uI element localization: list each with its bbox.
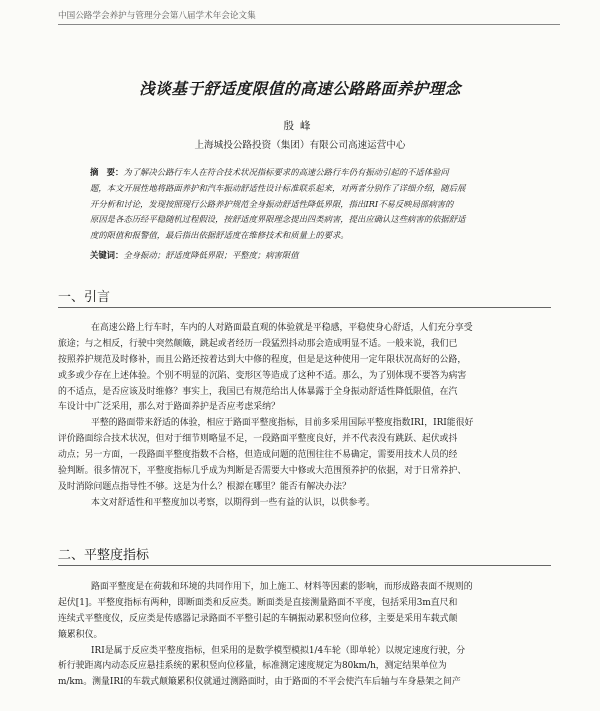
abstract-text: 原因是各态历经平稳随机过程假设，按舒适度界限理念提出四类病害，提出应确认这些病害的依据舒适: [90, 214, 466, 225]
abstract-text: 开分析和讨论，发现按照现行公路养护规范全身振动舒适性降低界限，指出IRI不易反映局部病害的: [90, 198, 454, 209]
abstract-line: [90, 212, 552, 228]
paragraph-line: 及时消除问题点指导性不够。这是为什么？根源在哪里？能否有解决办法？: [58, 481, 351, 492]
section-body-roughness: [58, 580, 560, 691]
paragraph-line: 车设计中广泛采用，那么对于路面养护是否应考虑采纳？: [58, 402, 280, 413]
paragraph-line: 在高速公路上行车时，车内的人对路面最直观的体验就是平稳感，平稳使身心舒适，人们充分享受: [91, 323, 473, 333]
author-name: 殷峰: [283, 120, 317, 132]
paragraph-line: IRI是属于反应类平整度指标，但采用的是数学模型模拟1/4车轮（即单轮）以规定速度行驶，分: [91, 645, 466, 656]
section-rule-intro: [58, 307, 551, 308]
paragraph-line: 路面平整度是在荷载和环境的共同作用下，加上施工、材料等因素的影响，而形成路表面不规则的: [91, 582, 473, 592]
section-heading-roughness: 二、平整度指标: [58, 548, 150, 563]
section-rule-roughness: [58, 565, 551, 566]
paragraph-line: 或多或少存在上述体验。个别不明显的沉陷、变形区等造成了这种不适。那么，为了别体现不要答为病害: [58, 370, 467, 381]
section-heading-intro: 一、引言: [58, 290, 111, 305]
running-head: 中国公路学会养护与管理分会第八届学术年会论文集: [58, 11, 256, 21]
paragraph-line: 按照养护规范及时修补，而且公路还按着达到大中修的程度，但是是这种使用一定年限状况高好的公路，: [58, 354, 467, 365]
keywords-text: 全身振动；舒适度降低界限；平整度；病害限值: [123, 250, 299, 260]
paragraph-line: m/km。测量IRI的车载式颠簸累积仪就通过测路面时，由于路面的不平会使汽车后轴与车身悬架之间产: [58, 677, 461, 688]
header-rule: [58, 24, 560, 25]
keywords-label: 关键词：: [90, 250, 124, 260]
author-affiliation: 上海城投公路投资（集团）有限公司高速运营中心: [194, 140, 406, 151]
paragraph-line: 评价路面综合技术状况，但对于细节则略显不足，一段路面平整度良好，并不代表没有跳跃、起伏或抖: [58, 434, 458, 445]
paragraph-line: 的不适点，是否应该及时维修？事实上，我国已有规范给出人体暴露于全身振动舒适性降低限值，在汽: [58, 386, 458, 397]
keywords: [90, 249, 552, 261]
abstract-line: [90, 228, 552, 244]
paragraph-line: 动点；另一方面，一段路面平整度指数不合格，但造成问题的范围往往不易确定，需要用技术人员的经: [58, 450, 458, 461]
paragraph-line: 簸累积仪。: [58, 629, 103, 640]
paragraph-line: 起伏[1]。平整度指标有两种，即断面类和反应类。断面类是直接测量路面不平度，包括采用3m直尺和: [58, 597, 458, 608]
abstract-text: 为了解决公路行车人在符合技术状况指标要求的高速公路行车仍有振动引起的不适体验问: [123, 167, 449, 177]
abstract-line: [90, 165, 552, 181]
paragraph-line: 平整的路面带来舒适的体验，相应于路面平整度指标，目前多采用国际平整度指数IRI，IRI能很好: [91, 418, 474, 429]
abstract-label: 摘 要：: [90, 167, 124, 177]
paragraph-line: 旅途；与之相反，行驶中突然颠簸，跳起或者经历一段猛烈抖动那会造成明显不适。一般来说，我们已: [58, 338, 458, 349]
abstract-line: [90, 181, 552, 197]
section-body-intro: [58, 321, 560, 512]
abstract-line: [90, 197, 552, 213]
abstract: [90, 165, 552, 244]
paragraph-line: 本文对舒适性和平整度加以考察，以期得到一些有益的认识，以供参考。: [91, 497, 375, 508]
abstract-text: 题，本文开展性地将路面养护和汽车振动舒适性设计标准联系起来，对两者分别作了详细介绍，随后展: [90, 182, 466, 193]
abstract-text: 度的限值和报警值，最后指出依据舒适度在维修技术和质量上的要求。: [90, 230, 349, 241]
paragraph-line: 验判断。很多情况下，平整度指标几乎成为判断是否需要大中修或大范围预养护的依据，对于日常养护、: [58, 466, 467, 477]
paper-title: 浅谈基于舒适度限值的高速公路路面养护理念: [139, 80, 461, 98]
paragraph-line: 连续式平整度仪，反应类是传感器记录路面不平整引起的车辆振动累积竖向位移，主要是采用车载式颠: [58, 613, 458, 624]
paragraph-line: 析行驶距离内动态反应悬挂系统的累积竖向位移量，标准测定速度规定为80km/h，测定结果单位为: [58, 661, 447, 672]
